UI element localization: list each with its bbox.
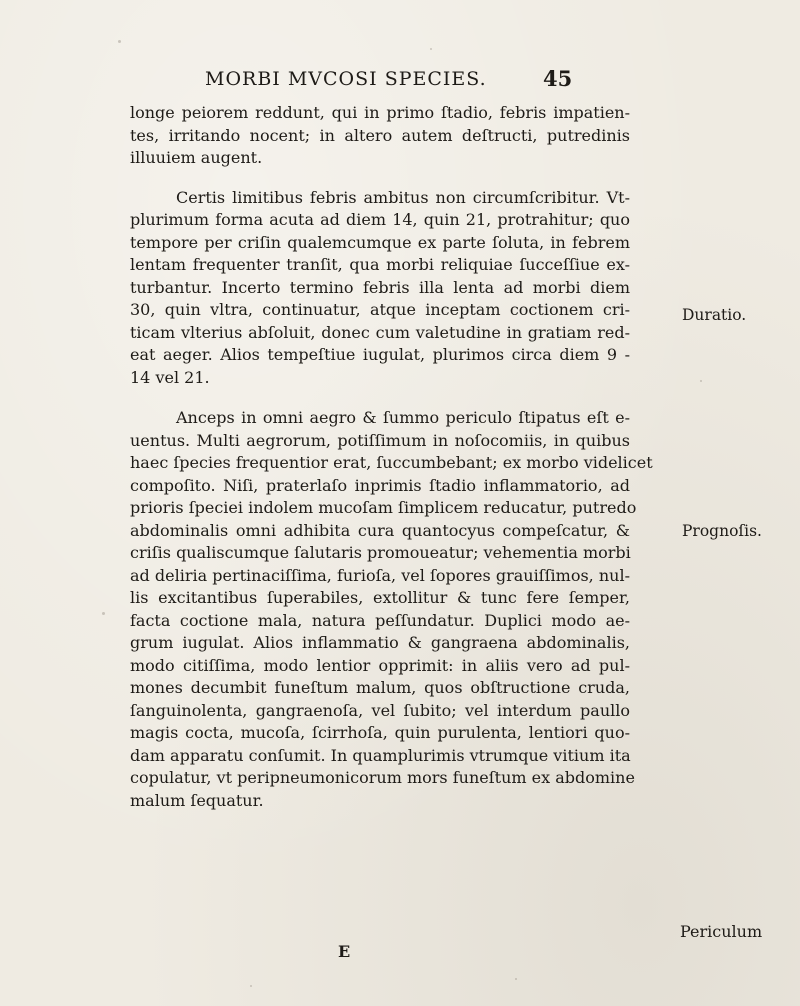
text-line: grum iugulat. Alios inflammatio & gangraena abdominalis, (130, 633, 630, 652)
page-header (0, 68, 800, 98)
text-line: copulatur, vt peripneumonicorum mors funeſtum ex abdomine (130, 768, 635, 787)
text-line: ticam vlterius abſoluit, donec cum valetudine in gratiam red- (130, 322, 630, 342)
paragraph-2 (130, 187, 630, 390)
text-line: eat aeger. Alios tempeſtiue iugulat, plurimos circa diem 9 - (130, 345, 630, 364)
text-line: lentam frequenter tranſit, qua morbi reliquiae ſucceſſiue ex- (130, 255, 630, 274)
paragraph-3 (130, 407, 653, 812)
text-line: mones decumbit funeſtum malum, quos obſtructione cruda, (130, 678, 630, 697)
text-line: dam apparatu conſumit. In quamplurimis vtrumque vitium ita (130, 745, 631, 765)
signature-mark: E (338, 942, 351, 961)
text-line: lis excitantibus ſuperabiles, extollitur & tunc fere ſemper, (130, 588, 630, 607)
paragraph-1 (130, 102, 630, 170)
catchword: Periculum (680, 922, 763, 941)
text-line: plurimum forma acuta ad diem 14, quin 21, protrahitur; quo (130, 210, 630, 229)
text-line: turbantur. Incerto termino febris illa lenta ad morbi diem (130, 277, 630, 297)
text-line: modo citiſſima, modo lentior opprimit: in aliis vero ad pul- (130, 655, 630, 675)
page-number: 45 (543, 66, 573, 91)
text-line: ad deliria pertinaciſſima, furioſa, vel ſopores grauiſſimos, nul- (130, 565, 630, 585)
text-line: criſis qualiscumque ſalutaris promoueatur; vehementia morbi (130, 543, 631, 562)
text-line: Anceps in omni aegro & ſummo periculo ſtipatus eſt e- (176, 408, 630, 427)
text-line: 30, quin vltra, continuatur, atque inceptam coctionem cri- (130, 300, 630, 319)
text-line: prioris ſpeciei indolem mucoſam ſimplicem reducatur, putredo (130, 498, 637, 517)
marginal-note-prognosis: Prognoſis. (682, 522, 762, 540)
text-line: malum ſequatur. (130, 790, 264, 810)
text-line: tempore per criſin qualemcumque ex parte ſoluta, in febrem (130, 232, 630, 252)
text-line: ſanguinolenta, gangraenoſa, vel ſubito; vel interdum paullo (130, 700, 630, 720)
text-line: illuuiem augent. (130, 148, 263, 167)
text-line: 14 vel 21. (130, 367, 210, 387)
text-line: haec ſpecies frequentior erat, ſuccumbebant; ex morbo videlicet (130, 453, 653, 472)
text-line: magis cocta, mucoſa, ſcirrhoſa, quin purulenta, lentiori quo- (130, 723, 630, 742)
text-line: compoſito. Niſi, praterlaſo inprimis ſtadio inflammatorio, ad (130, 475, 630, 495)
running-head: MORBI MVCOSI SPECIES. (205, 68, 487, 90)
text-line: Certis limitibus febris ambitus non circumſcribitur. Vt- (176, 187, 630, 207)
text-line: longe peiorem reddunt, qui in primo ſtadio, febris impatien- (130, 103, 630, 122)
text-line: abdominalis omni adhibita cura quantocyus compeſcatur, & (130, 520, 630, 540)
text-line: tes, irritando nocent; in altero autem deſtructi, putredinis (130, 125, 630, 145)
marginal-note-duratio: Duratio. (682, 306, 747, 324)
text-line: facta coctione mala, natura peſſundatur. Duplici modo ae- (130, 610, 630, 630)
body-text (130, 102, 653, 812)
text-line: uentus. Multi aegrorum, potiſſimum in noſocomiis, in quibus (130, 430, 630, 450)
